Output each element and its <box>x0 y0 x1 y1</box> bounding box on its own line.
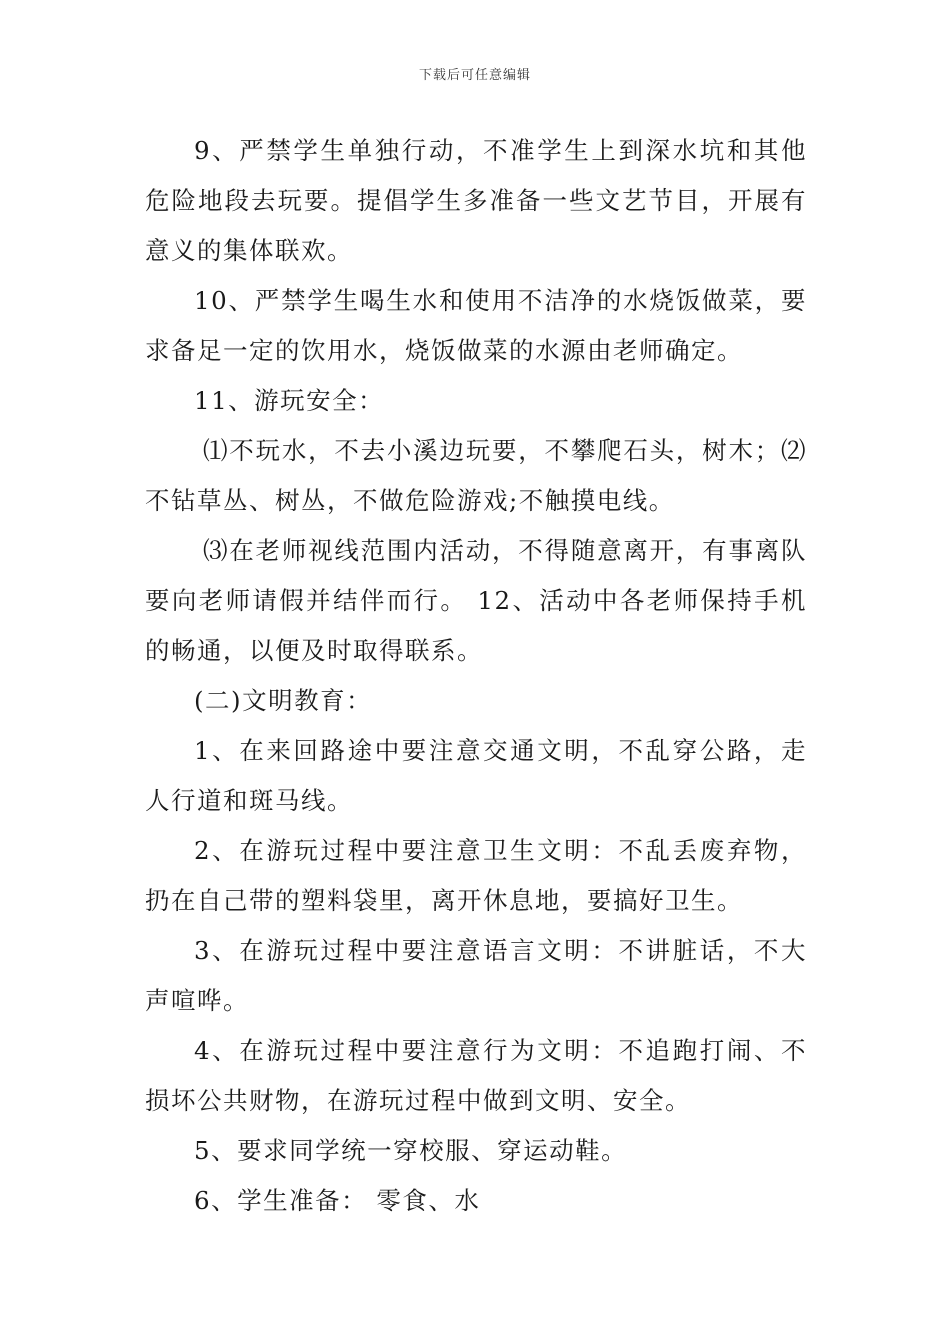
paragraph-civility-5: 5、要求同学统一穿校服、穿运动鞋。 <box>194 1136 628 1165</box>
paragraph-civility-2: 2、在游玩过程中要注意卫生文明：不乱丢废弃物，扔在自己带的塑料袋里，离开休息地，要搞好卫生。 <box>145 836 807 915</box>
page-header-note: 下载后可任意编辑 <box>418 68 531 83</box>
paragraph-item-11: 11、游玩安全： <box>194 386 385 415</box>
section-heading-civility: (二)文明教育： <box>194 686 373 715</box>
document-body <box>145 126 807 1226</box>
paragraph-civility-3: 3、在游玩过程中要注意语言文明：不讲脏话，不大声喧哗。 <box>145 936 807 1015</box>
paragraph-item-9: 9、严禁学生单独行动，不准学生上到深水坑和其他危险地段去玩要。提倡学生多准备一些文艺节目，开展有意义的集体联欢。 <box>145 136 807 265</box>
paragraph-safety-rules-1-2: ⑴不玩水，不去小溪边玩要，不攀爬石头，树木；⑵不钻草丛、树丛，不做危险游戏;不触摸电线。 <box>145 436 807 515</box>
paragraph-item-10: 10、严禁学生喝生水和使用不洁净的水烧饭做菜，要求备足一定的饮用水，烧饭做菜的水源由老师确定。 <box>145 286 807 365</box>
paragraph-civility-1: 1、在来回路途中要注意交通文明，不乱穿公路，走人行道和斑马线。 <box>145 736 807 815</box>
paragraph-civility-4: 4、在游玩过程中要注意行为文明：不追跑打闹、不损坏公共财物，在游玩过程中做到文明、安全。 <box>145 1036 807 1115</box>
paragraph-civility-6: 6、学生准备： 零食、水 <box>194 1186 481 1215</box>
paragraph-safety-rule-3-and-item-12: ⑶在老师视线范围内活动，不得随意离开，有事离队要向老师请假并结伴而行。 12、活动中各老师保持手机的畅通，以便及时取得联系。 <box>145 536 807 665</box>
